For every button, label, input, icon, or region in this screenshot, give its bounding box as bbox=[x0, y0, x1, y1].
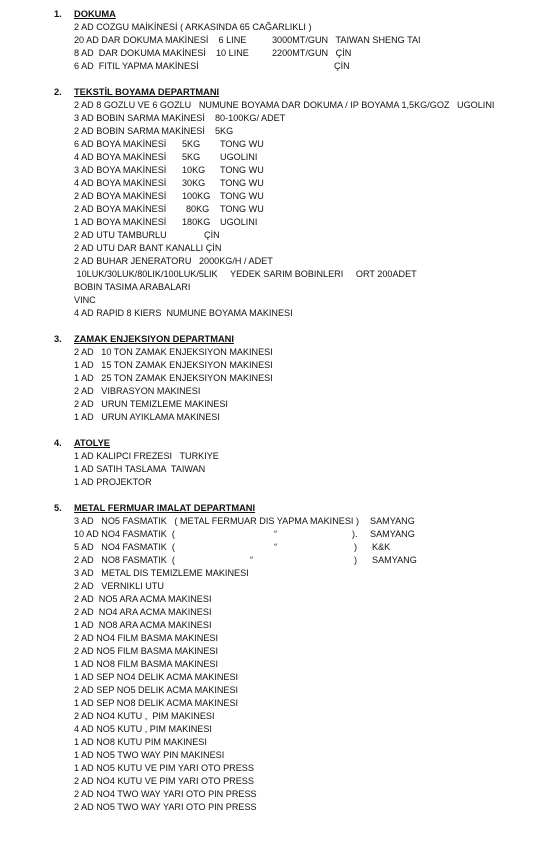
list-item bbox=[0, 268, 541, 281]
item-text: 2 AD NO4 FILM BASMA MAKINESI bbox=[74, 633, 219, 643]
list-item bbox=[0, 372, 541, 385]
item-text: 2 AD COZGU MAİKİNESİ ( ARKASINDA 65 CAĞARLIKLI ) bbox=[74, 22, 312, 32]
item-text: 10LUK/30LUK/80LIK/100LUK/5LIK YEDEK SARIM BOBINLERI ORT 200ADET bbox=[74, 269, 417, 279]
item-brand: TONG WU bbox=[220, 191, 264, 201]
item-brand: SAMYANG bbox=[370, 529, 415, 539]
list-item bbox=[0, 684, 541, 697]
item-text: 1 AD KALIPCI FREZESI TURKIYE bbox=[74, 451, 219, 461]
section-number: 3. bbox=[54, 334, 62, 344]
list-item bbox=[0, 138, 541, 151]
section-heading bbox=[0, 502, 541, 515]
list-item bbox=[0, 723, 541, 736]
section-heading bbox=[0, 8, 541, 21]
list-item bbox=[0, 411, 541, 424]
item-text: 1 AD SEP NO8 DELIK ACMA MAKINESI bbox=[74, 698, 239, 708]
list-item bbox=[0, 216, 541, 229]
list-item bbox=[0, 580, 541, 593]
item-text: 1 AD 25 TON ZAMAK ENJEKSIYON MAKINESI bbox=[74, 373, 273, 383]
item-text: 1 AD SATIH TASLAMA TAIWAN bbox=[74, 464, 206, 474]
item-text: 6 AD FITIL YAPMA MAKİNESİ bbox=[74, 61, 199, 71]
list-item bbox=[0, 125, 541, 138]
equipment-list-document bbox=[0, 8, 541, 827]
list-item bbox=[0, 242, 541, 255]
list-item bbox=[0, 515, 541, 528]
list-item bbox=[0, 775, 541, 788]
item-text: 4 AD BOYA MAKİNESİ bbox=[74, 152, 167, 162]
list-item bbox=[0, 21, 541, 34]
list-item bbox=[0, 593, 541, 606]
list-item bbox=[0, 554, 541, 567]
list-item bbox=[0, 619, 541, 632]
list-item bbox=[0, 47, 541, 60]
item-brand: K&K bbox=[372, 542, 391, 552]
item-text: 2 AD NO4 ARA ACMA MAKINESI bbox=[74, 607, 212, 617]
item-brand: SAMYANG bbox=[370, 516, 415, 526]
item-capacity: 5KG bbox=[182, 152, 201, 162]
item-text: 2 AD NO5 FILM BASMA MAKINESI bbox=[74, 646, 219, 656]
list-item bbox=[0, 567, 541, 580]
item-text: 2 AD BUHAR JENERATORU 2000KG/H / ADET bbox=[74, 256, 273, 266]
item-text: 1 AD 15 TON ZAMAK ENJEKSIYON MAKINESI bbox=[74, 360, 273, 370]
item-text: 2 AD NO5 TWO WAY YARI OTO PIN PRESS bbox=[74, 802, 257, 812]
item-paren: ) bbox=[354, 542, 358, 552]
list-item bbox=[0, 164, 541, 177]
item-text: VINC bbox=[74, 295, 96, 305]
list-item bbox=[0, 710, 541, 723]
item-text: 4 AD BOYA MAKİNESİ bbox=[74, 178, 167, 188]
item-text: BOBIN TASIMA ARABALARI bbox=[74, 282, 191, 292]
item-paren: ) bbox=[354, 555, 358, 565]
list-item bbox=[0, 736, 541, 749]
section-atolye bbox=[0, 437, 541, 489]
item-text: 2 AD BOYA MAKİNESİ bbox=[74, 191, 167, 201]
item-brand: TONG WU bbox=[220, 139, 264, 149]
item-text: 1 AD BOYA MAKİNESİ bbox=[74, 217, 167, 227]
list-item bbox=[0, 294, 541, 307]
item-text: 2 AD NO5 ARA ACMA MAKINESI bbox=[74, 594, 212, 604]
list-item bbox=[0, 463, 541, 476]
item-brand: UGOLINI bbox=[220, 217, 258, 227]
item-origin: ÇİN bbox=[204, 230, 220, 240]
section-dokuma bbox=[0, 8, 541, 73]
section-heading bbox=[0, 86, 541, 99]
item-brand: SAMYANG bbox=[372, 555, 417, 565]
section-title: ATOLYE bbox=[74, 438, 110, 448]
item-text: 1 AD NO8 FILM BASMA MAKINESI bbox=[74, 659, 219, 669]
list-item bbox=[0, 762, 541, 775]
list-item bbox=[0, 671, 541, 684]
section-title: METAL FERMUAR IMALAT DEPARTMANI bbox=[74, 503, 256, 513]
section-title: TEKSTİL BOYAMA DEPARTMANI bbox=[74, 87, 220, 97]
list-item bbox=[0, 346, 541, 359]
ditto-mark: “ bbox=[274, 529, 278, 539]
item-text: 2 AD 10 TON ZAMAK ENJEKSIYON MAKINESI bbox=[74, 347, 273, 357]
item-text: 2 AD NO8 FASMATIK ( bbox=[74, 555, 175, 565]
item-text: 3 AD BOYA MAKİNESİ bbox=[74, 165, 167, 175]
item-brand: TONG WU bbox=[220, 178, 264, 188]
list-item bbox=[0, 177, 541, 190]
list-item bbox=[0, 398, 541, 411]
section-number: 5. bbox=[54, 503, 62, 513]
item-text: 2 AD UTU DAR BANT KANALLI ÇİN bbox=[74, 243, 222, 253]
list-item bbox=[0, 99, 541, 112]
item-text: 3 AD METAL DIS TEMIZLEME MAKINESI bbox=[74, 568, 249, 578]
item-text: 20 AD DAR DOKUMA MAKİNESİ 6 LINE bbox=[74, 35, 247, 45]
item-text: 1 AD NO8 KUTU PIM MAKINESI bbox=[74, 737, 207, 747]
item-text: 10 AD NO4 FASMATIK ( bbox=[74, 529, 175, 539]
item-text: 2 AD BOBIN SARMA MAKİNESİ 5KG bbox=[74, 126, 234, 136]
item-text: 2 AD UTU TAMBURLU bbox=[74, 230, 167, 240]
section-number: 2. bbox=[54, 87, 62, 97]
ditto-mark: “ bbox=[274, 542, 278, 552]
item-brand: TONG WU bbox=[220, 204, 264, 214]
item-text: 2 AD SEP NO5 DELIK ACMA MAKINESI bbox=[74, 685, 239, 695]
item-text: 3 AD BOBIN SARMA MAKİNESİ 80-100KG/ ADET bbox=[74, 113, 286, 123]
section-title: DOKUMA bbox=[74, 9, 116, 19]
item-text: 2 AD BOYA MAKİNESİ bbox=[74, 204, 167, 214]
section-number: 4. bbox=[54, 438, 62, 448]
item-paren: ). bbox=[352, 529, 358, 539]
list-item bbox=[0, 190, 541, 203]
list-item bbox=[0, 450, 541, 463]
item-text: 4 AD RAPID 8 KIERS NUMUNE BOYAMA MAKINESI bbox=[74, 308, 293, 318]
list-item bbox=[0, 112, 541, 125]
list-item bbox=[0, 788, 541, 801]
item-capacity: 180KG bbox=[182, 217, 211, 227]
list-item bbox=[0, 541, 541, 554]
list-item bbox=[0, 255, 541, 268]
item-text: 1 AD SEP NO4 DELIK ACMA MAKINESI bbox=[74, 672, 239, 682]
item-capacity: 80KG bbox=[186, 204, 210, 214]
list-item bbox=[0, 645, 541, 658]
item-capacity: 10KG bbox=[182, 165, 206, 175]
list-item bbox=[0, 229, 541, 242]
item-text: 2 AD VIBRASYON MAKINESI bbox=[74, 386, 201, 396]
item-text: 2 AD NO4 KUTU , PIM MAKINESI bbox=[74, 711, 215, 721]
item-capacity: 5KG bbox=[182, 139, 201, 149]
list-item bbox=[0, 476, 541, 489]
item-text: 1 AD PROJEKTOR bbox=[74, 477, 152, 487]
item-text: 1 AD NO8 ARA ACMA MAKINESI bbox=[74, 620, 212, 630]
list-item bbox=[0, 697, 541, 710]
item-capacity: 30KG bbox=[182, 178, 206, 188]
item-text: 2 AD NO4 KUTU VE PIM YARI OTO PRESS bbox=[74, 776, 254, 786]
list-item bbox=[0, 203, 541, 216]
list-item bbox=[0, 60, 541, 73]
list-item bbox=[0, 385, 541, 398]
list-item bbox=[0, 528, 541, 541]
list-item bbox=[0, 151, 541, 164]
section-zamak-enjeksiyon bbox=[0, 333, 541, 424]
list-item bbox=[0, 658, 541, 671]
section-metal-fermuar bbox=[0, 502, 541, 814]
item-text: 1 AD NO5 TWO WAY PIN MAKINESI bbox=[74, 750, 225, 760]
list-item bbox=[0, 606, 541, 619]
item-text: 1 AD URUN AYIKLAMA MAKINESI bbox=[74, 412, 220, 422]
list-item bbox=[0, 281, 541, 294]
ditto-mark: “ bbox=[250, 555, 254, 565]
list-item bbox=[0, 749, 541, 762]
section-number: 1. bbox=[54, 9, 62, 19]
section-tekstil-boyama bbox=[0, 86, 541, 320]
item-capacity: 100KG bbox=[182, 191, 211, 201]
section-heading bbox=[0, 437, 541, 450]
section-heading bbox=[0, 333, 541, 346]
item-text: 8 AD DAR DOKUMA MAKİNESİ 10 LINE bbox=[74, 48, 249, 58]
list-item bbox=[0, 359, 541, 372]
item-text: 3 AD NO5 FASMATIK ( METAL FERMUAR DIS YAPMA MAKINESI ) bbox=[74, 516, 359, 526]
section-title: ZAMAK ENJEKSIYON DEPARTMANI bbox=[74, 334, 234, 344]
item-text: 6 AD BOYA MAKİNESİ bbox=[74, 139, 167, 149]
item-text: 4 AD NO5 KUTU , PIM MAKINESI bbox=[74, 724, 212, 734]
list-item bbox=[0, 801, 541, 814]
list-item bbox=[0, 307, 541, 320]
item-text: 2 AD NO4 TWO WAY YARI OTO PIN PRESS bbox=[74, 789, 257, 799]
item-text: 1 AD NO5 KUTU VE PIM YARI OTO PRESS bbox=[74, 763, 254, 773]
item-detail: 3000MT/GUN TAIWAN SHENG TAI bbox=[272, 35, 421, 45]
item-detail: 2200MT/GUN ÇİN bbox=[272, 48, 352, 58]
list-item bbox=[0, 632, 541, 645]
item-brand: TONG WU bbox=[220, 165, 264, 175]
item-brand: UGOLINI bbox=[220, 152, 258, 162]
item-text: 2 AD 8 GOZLU VE 6 GOZLU NUMUNE BOYAMA DAR DOKUMA / IP BOYAMA 1,5KG/GOZ UGOLINI bbox=[74, 100, 495, 110]
list-item bbox=[0, 34, 541, 47]
item-text: 2 AD URUN TEMIZLEME MAKINESI bbox=[74, 399, 228, 409]
item-text: 2 AD VERNIKLI UTU bbox=[74, 581, 164, 591]
item-text: 5 AD NO4 FASMATIK ( bbox=[74, 542, 175, 552]
item-detail: ÇİN bbox=[334, 61, 350, 71]
